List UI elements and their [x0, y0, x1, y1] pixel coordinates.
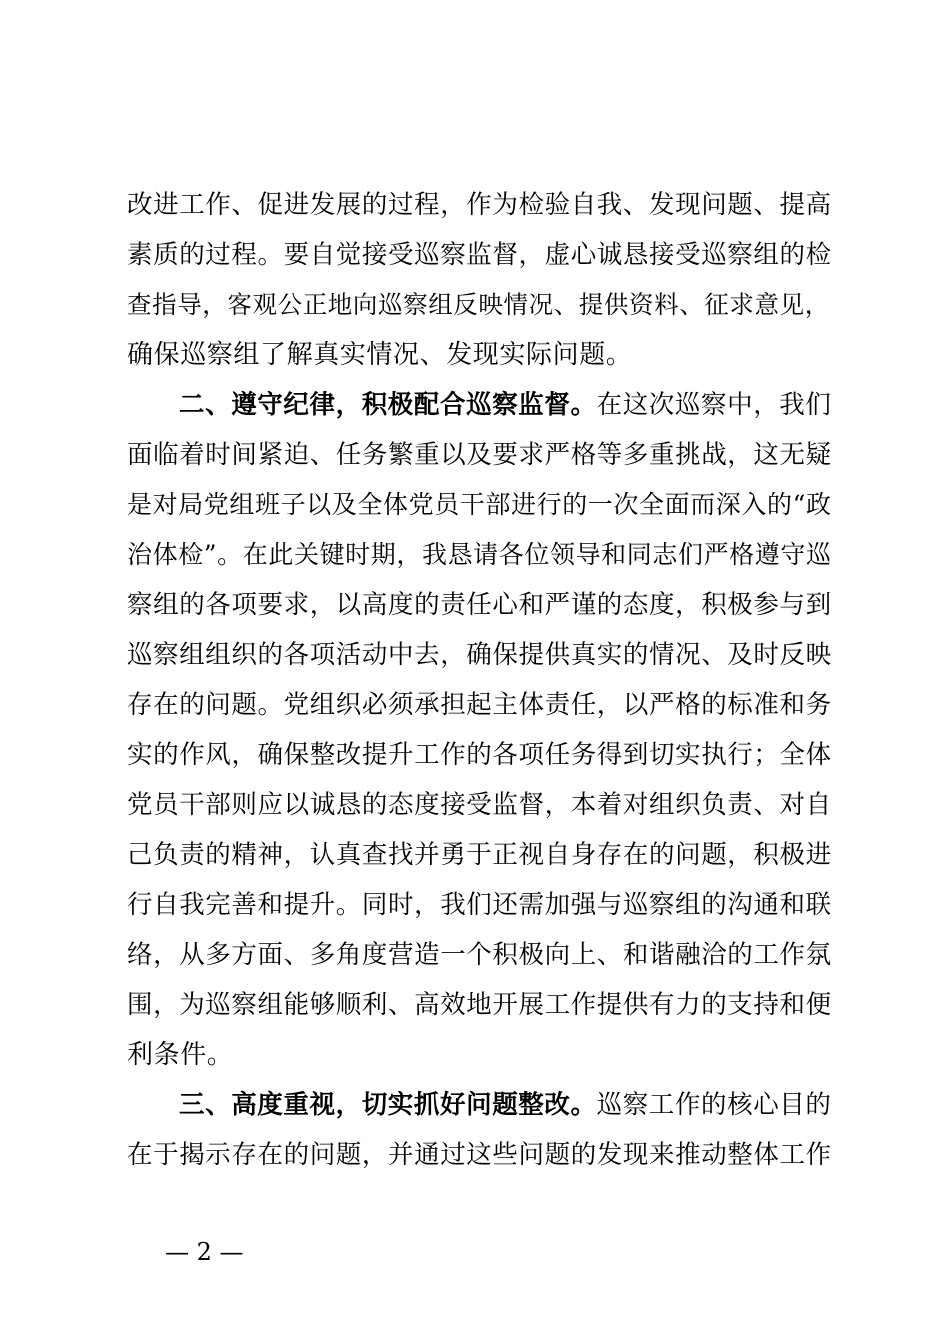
paragraph-line: 利条件。 [127, 1040, 234, 1070]
paragraph-line: 围，为巡察组能够顺利、高效地开展工作提供有力的支持和便 [127, 990, 832, 1020]
paragraph-line: 行自我完善和提升。同时，我们还需加强与巡察组的沟通和联 [127, 890, 832, 920]
section-2-heading: 二、遵守纪律，积极配合巡察监督。 [179, 390, 597, 420]
section-2-text: 在这次巡察中，我们 [596, 390, 832, 420]
paragraph-line: 是对局党组班子以及全体党员干部进行的一次全面而深入的“政 [127, 490, 832, 519]
paragraph-line: 己负责的精神，认真查找并勇于正视自身存在的问题，积极进 [127, 840, 832, 870]
page-number: — 2 — [165, 1238, 244, 1266]
paragraph-line: 面临着时间紧迫、任务繁重以及要求严格等多重挑战，这无疑 [127, 440, 832, 470]
paragraph-line: 巡察组组织的各项活动中去，确保提供真实的情况、及时反映 [127, 640, 832, 670]
section-3-heading: 三、高度重视，切实抓好问题整改。 [179, 1090, 597, 1120]
paragraph-line: 治体检”。在此关键时期，我恳请各位领导和同志们严格遵守巡 [127, 540, 832, 569]
section-3-text: 巡察工作的核心目的 [596, 1090, 832, 1120]
paragraph-line: 在于揭示存在的问题，并通过这些问题的发现来推动整体工作 [127, 1140, 832, 1170]
paragraph-line: 素质的过程。要自觉接受巡察监督，虚心诚恳接受巡察组的检 [127, 240, 832, 270]
paragraph-line: 实的作风，确保整改提升工作的各项任务得到切实执行；全体 [127, 740, 832, 770]
paragraph-line: 党员干部则应以诚恳的态度接受监督，本着对组织负责、对自 [127, 790, 832, 820]
paragraph-line: 确保巡察组了解真实情况、发现实际问题。 [127, 340, 633, 370]
section-2-first-line [179, 385, 837, 425]
paragraph-line: 存在的问题。党组织必须承担起主体责任，以严格的标准和务 [127, 690, 832, 720]
paragraph-line: 改进工作、促进发展的过程，作为检验自我、发现问题、提高 [127, 190, 832, 220]
paragraph-line: 络，从多方面、多角度营造一个积极向上、和谐融洽的工作氛 [127, 940, 832, 970]
paragraph-line: 查指导，客观公正地向巡察组反映情况、提供资料、征求意见， [127, 290, 830, 319]
section-3-first-line [179, 1085, 837, 1125]
paragraph-line: 察组的各项要求，以高度的责任心和严谨的态度，积极参与到 [127, 590, 832, 620]
